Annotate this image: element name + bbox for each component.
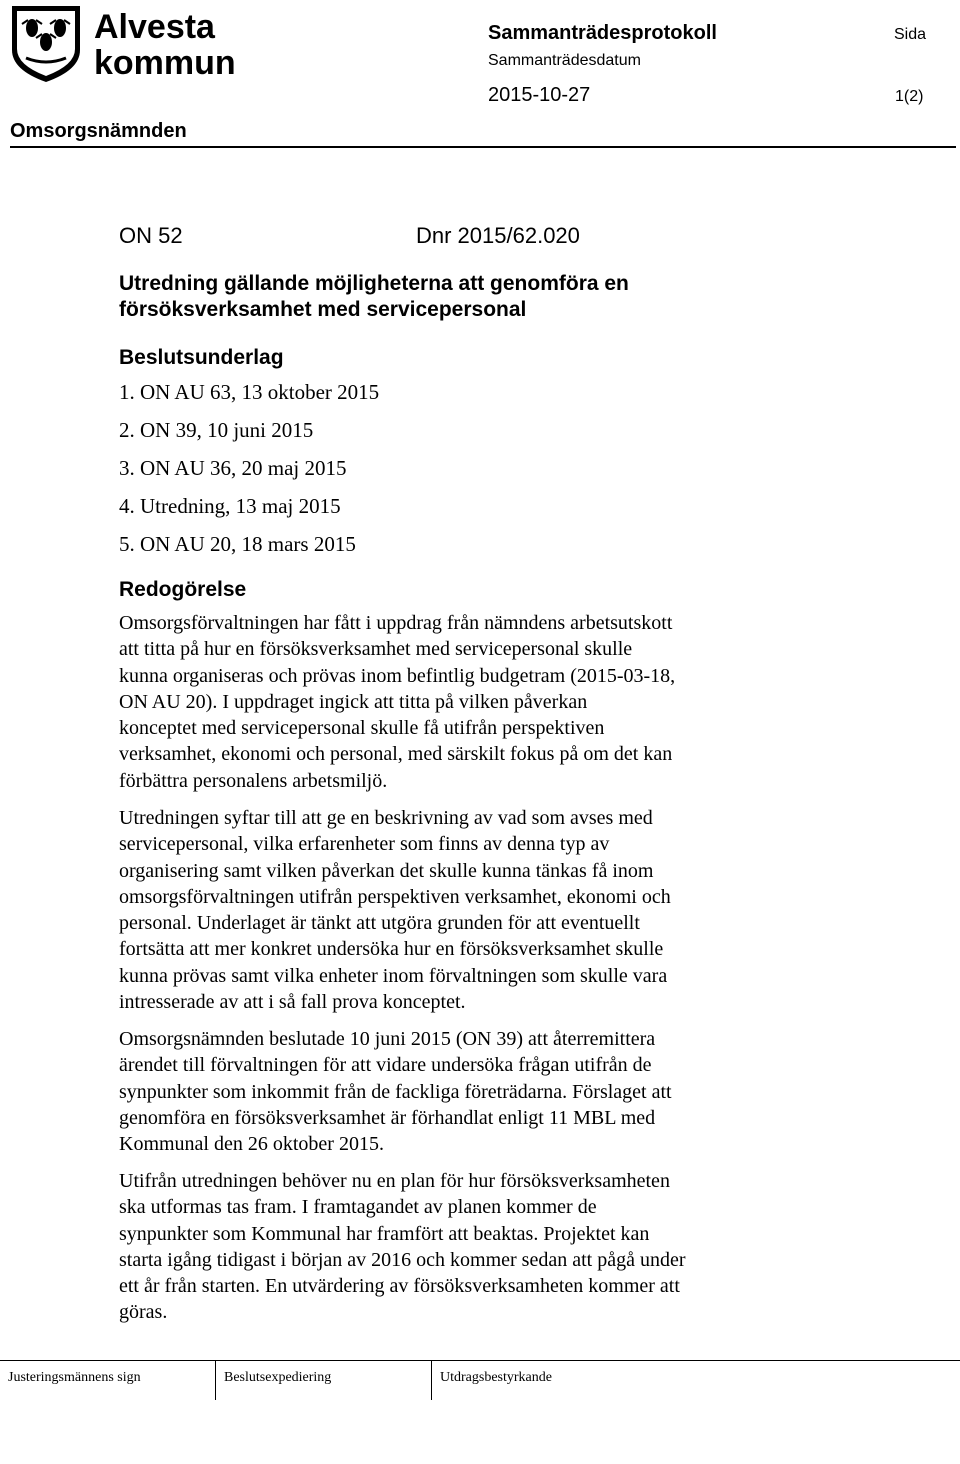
list-item: 4. Utredning, 13 maj 2015: [119, 494, 341, 518]
logo-text-line1: Alvesta: [94, 8, 215, 46]
list-item: 2. ON 39, 10 juni 2015: [119, 418, 314, 442]
diary-number: Dnr 2015/62.020: [416, 223, 580, 248]
case-number: ON 52: [119, 223, 183, 248]
footer-cell-certification: [432, 1360, 632, 1400]
page-label: Sida: [894, 26, 927, 43]
report-paragraph: Utifrån utredningen behöver nu en plan för hur försöksverksamheten ska utformas tas fram. I framtagandet av planen kommer de synpunkter som Kommunal har framfört att beaktas. Projektet kan starta igång tidigast i början av 2016 och kommer sedan att pågå under ett år från starten. En utvärdering av försöksverksamheten kommer att göras.: [119, 1170, 686, 1324]
report-heading: Redogörelse: [119, 578, 247, 601]
footer-cell-dispatch: [216, 1360, 432, 1400]
footer-label: Utdragsbestyrkande: [440, 1370, 552, 1385]
header-divider: [10, 146, 956, 148]
footer-label: Justeringsmännens sign: [8, 1370, 141, 1385]
page-number: 1(2): [895, 88, 924, 105]
committee-name: Omsorgsnämnden: [10, 120, 187, 142]
footer-label: Beslutsexpediering: [224, 1370, 332, 1385]
alvesta-kommun-coat-of-arms-icon: [12, 6, 80, 82]
list-item: 3. ON AU 36, 20 maj 2015: [119, 456, 347, 480]
logo-text-line2: kommun: [94, 44, 236, 82]
footer-cell-signature: [0, 1360, 216, 1400]
case-title: Utredning gällande möjligheterna att genomföra en försöksverksamhet med servicepersonal: [119, 272, 629, 321]
basis-heading: Beslutsunderlag: [119, 346, 284, 369]
alvesta-kommun-logo: [10, 4, 242, 88]
report-paragraph: Omsorgsnämnden beslutade 10 juni 2015 (ON 39) att återremittera ärendet till förvaltningen för att vidare undersöka frågan utifrån de synpunkter som inkommit från de fackliga företrädarna. Förslaget att genomföra en försöksverksamhet är förhandlat enligt 11 MBL med Kommunal den 26 oktober 2015.: [119, 1028, 672, 1156]
date-label: Sammanträdesdatum: [488, 52, 641, 69]
report-paragraph: Utredningen syftar till att ge en beskrivning av vad som avses med servicepersonal, vilka erfarenheter som finns av denna typ av organisering samt vilken påverkan det skulle kunna tänkas få inom omsorgsförvaltningen utifrån perspektiven verksamhet, ekonomi och personal. Underlaget är tänkt att utgöra grunden för att eventuellt fortsätta att mer konkret undersöka hur en försöksverksamhet skulle kunna prövas samt vilka enheter inom förvaltningen som skulle vara intresserade av att i så fall prova konceptet.: [119, 807, 671, 1014]
list-item: 5. ON AU 20, 18 mars 2015: [119, 532, 356, 556]
report-paragraph: Omsorgsförvaltningen har fått i uppdrag från nämndens arbetsutskott att titta på hur en försöksverksamhet med servicepersonal skulle kunna organiseras och prövas inom befintlig budgetram (2015-03-18, ON AU 20). I uppdraget ingick att titta på vilken påverkan konceptet med servicepersonal skulle få utifrån perspektiven verksamhet, ekonomi och personal, med särskilt fokus på om det kan förbättra personalens arbetsmiljö.: [119, 612, 676, 792]
list-item: 1. ON AU 63, 13 oktober 2015: [119, 380, 380, 404]
protocol-title: Sammanträdesprotokoll: [488, 22, 717, 44]
meeting-date: 2015-10-27: [488, 84, 591, 106]
basis-list: [119, 379, 379, 569]
